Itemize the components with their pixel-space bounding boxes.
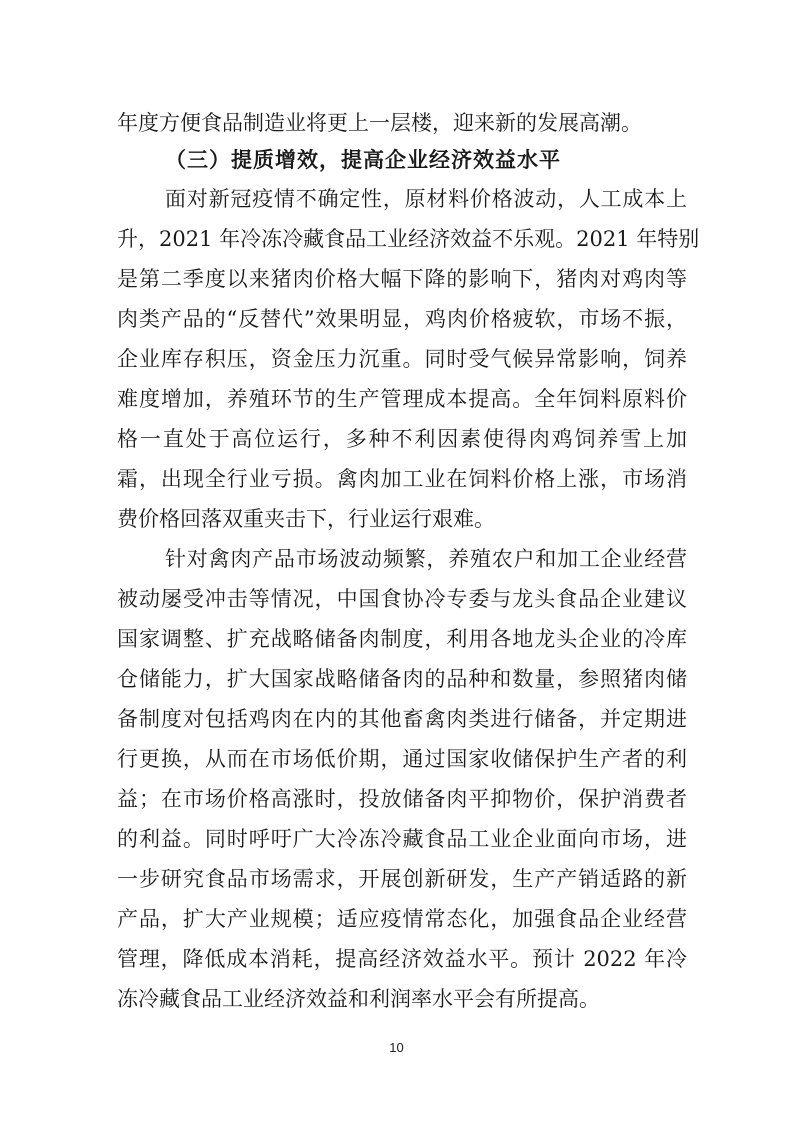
paragraph-line: 针对禽肉产品市场波动频繁，养殖农户和加工企业经营 [165,547,687,571]
paragraph-line: 备制度对包括鸡肉在内的其他畜禽肉类进行储备，并定期进 [117,707,687,731]
intro-line: 年度方便食品制造业将更上一层楼，迎来新的发展高潮。 [117,111,642,135]
paragraph-line: 行更换，从而在市场低价期，通过国家收储保护生产者的利 [117,747,687,771]
page-number: 10 [389,1040,404,1055]
paragraph-line: 国家调整、扩充战略储备肉制度，利用各地龙头企业的冷库 [117,627,687,651]
paragraph-line: 难度增加，养殖环节的生产管理成本提高。全年饲料原料价 [117,387,687,411]
paragraph-line: 霜，出现全行业亏损。禽肉加工业在饲料价格上涨，市场消 [117,467,687,491]
paragraph-line: 一步研究食品市场需求，开展创新研发，生产产销适路的新 [117,867,687,891]
section-heading: （三）提质增效，提高企业经济效益水平 [165,147,561,172]
paragraph-line: 格一直处于高位运行，多种不利因素使得肉鸡饲养雪上加 [117,427,687,451]
paragraph-line: 产品，扩大产业规模；适应疫情常态化，加强食品企业经营 [117,907,687,931]
paragraph-line: 面对新冠疫情不确定性，原材料价格波动，人工成本上 [165,187,687,211]
paragraph-line: 肉类产品的“反替代”效果明显，鸡肉价格疲软，市场不振， [117,307,687,331]
paragraph-line: 仓储能力，扩大国家战略储备肉的品种和数量，参照猪肉储 [117,667,687,691]
paragraph-line: 企业库存积压，资金压力沉重。同时受气候异常影响，饲养 [117,347,687,371]
paragraph-line: 冻冷藏食品工业经济效益和利润率水平会有所提高。 [117,987,600,1011]
paragraph-line: 管理，降低成本消耗，提高经济效益水平。预计 2022 年冷 [117,947,687,971]
paragraph-line: 费价格回落双重夹击下，行业运行艰难。 [117,507,495,531]
paragraph-line: 益；在市场价格高涨时，投放储备肉平抑物价，保护消费者 [117,787,687,811]
paragraph-line: 是第二季度以来猪肉价格大幅下降的影响下，猪肉对鸡肉等 [117,267,687,291]
paragraph-line: 被动屡受冲击等情况，中国食协冷专委与龙头食品企业建议 [117,587,687,611]
paragraph-line: 升，2021 年冷冻冷藏食品工业经济效益不乐观。2021 年特别 [117,227,700,251]
paragraph-line: 的利益。同时呼吁广大冷冻冷藏食品工业企业面向市场，进 [117,827,687,851]
